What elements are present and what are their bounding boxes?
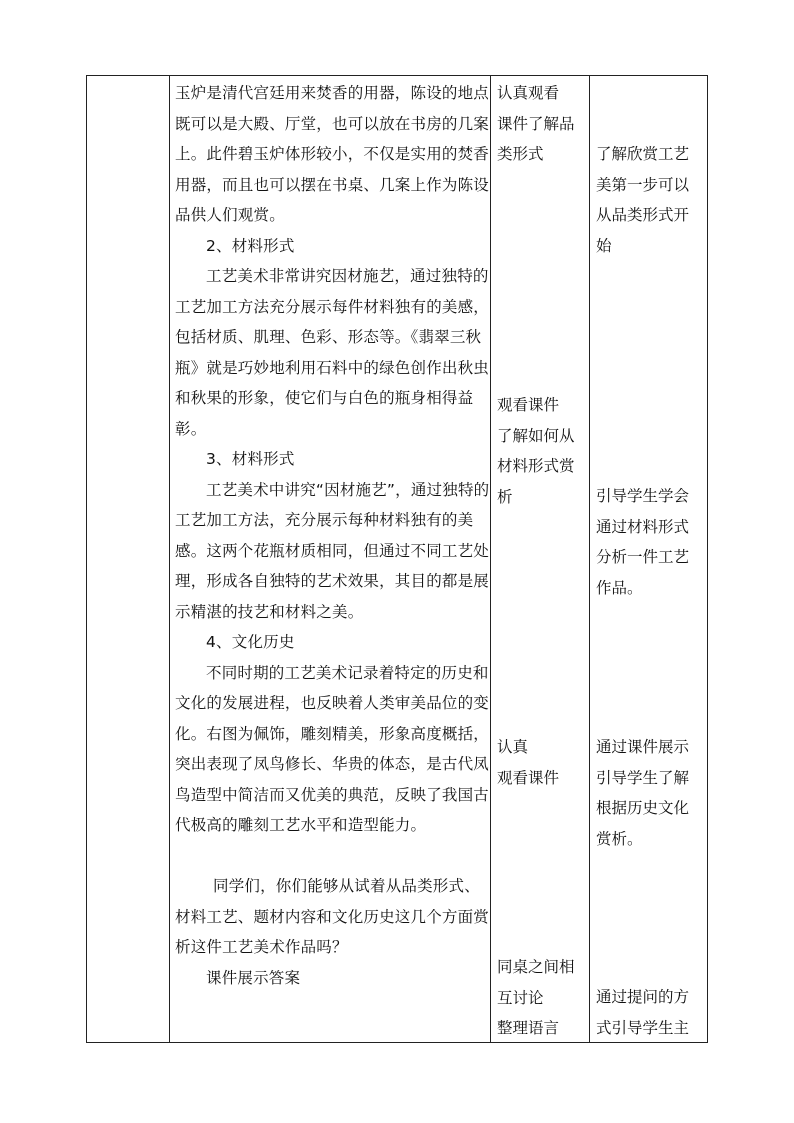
teaching-content-cell xyxy=(175,76,491,993)
student-block-2: 观看课件 了解如何从 材料形式赏 析 xyxy=(497,396,575,506)
blank-line xyxy=(175,841,491,872)
section-heading: 3、材料形式 xyxy=(206,450,295,468)
purpose-block-1: 了解欣赏工艺 美第一步可以 从品类形式开 始 xyxy=(596,145,690,255)
paragraph: 玉炉是清代宫廷用来焚香的用器，陈设的地点既可以是大殿、厅堂，也可以放在书房的几案上。此件碧玉炉体形较小，不仅是实用的焚香用器，而且也可以摆在书桌、几案上作为陈设品供人们观赏。 xyxy=(175,84,490,224)
paragraph: 不同时期的工艺美术记录着特定的历史和文化的发展进程，也反映着人类审美品位的变化。右图为佩饰，雕刻精美，形象高度概括，突出表现了凤鸟修长、华贵的体态，是古代凤鸟造型中简洁而又优美的典范，反映了我国古代极高的雕刻工艺水平和造型能力。 xyxy=(175,663,490,834)
student-block-4: 同桌之间相 互讨论 整理语言 xyxy=(497,958,575,1037)
purpose-block-3: 通过课件展示 引导学生了解 根据历史文化 赏析。 xyxy=(596,738,690,848)
student-block-1: 认真观看 课件了解品 类形式 xyxy=(497,84,575,163)
lesson-table xyxy=(86,75,708,1043)
paragraph: 工艺美术非常讲究因材施艺，通过独特的工艺加工方法充分展示每件材料独有的美感，包括材质、肌理、色彩、形态等。《翡翠三秋瓶》就是巧妙地利用石料中的绿色创作出秋虫和秋果的形象，使它们与白色的瓶身相得益彰。 xyxy=(175,267,490,438)
answer-line: 课件展示答案 xyxy=(206,968,301,987)
student-block-3: 认真 观看课件 xyxy=(497,738,560,787)
purpose-block-4: 通过提问的方 式引导学生主 xyxy=(596,988,690,1037)
section-heading: 4、文化历史 xyxy=(206,633,295,651)
column-divider xyxy=(589,76,590,1042)
question-paragraph: 同学们，你们能够从试着从品类形式、材料工艺、题材内容和文化历史这几个方面赏析这件工艺美术作品吗？ xyxy=(175,877,490,956)
paragraph: 工艺美术中讲究“因材施艺”，通过独特的工艺加工方法，充分展示每种材料独有的美感。这两个花瓶材质相同，但通过不同工艺处理，形成各自独特的艺术效果，其目的都是展示精湛的技艺和材料之美。 xyxy=(175,480,490,621)
purpose-block-2: 引导学生学会 通过材料形式 分析一件工艺 作品。 xyxy=(596,487,690,597)
section-heading: 2、材料形式 xyxy=(206,236,295,255)
column-divider xyxy=(169,76,170,1042)
